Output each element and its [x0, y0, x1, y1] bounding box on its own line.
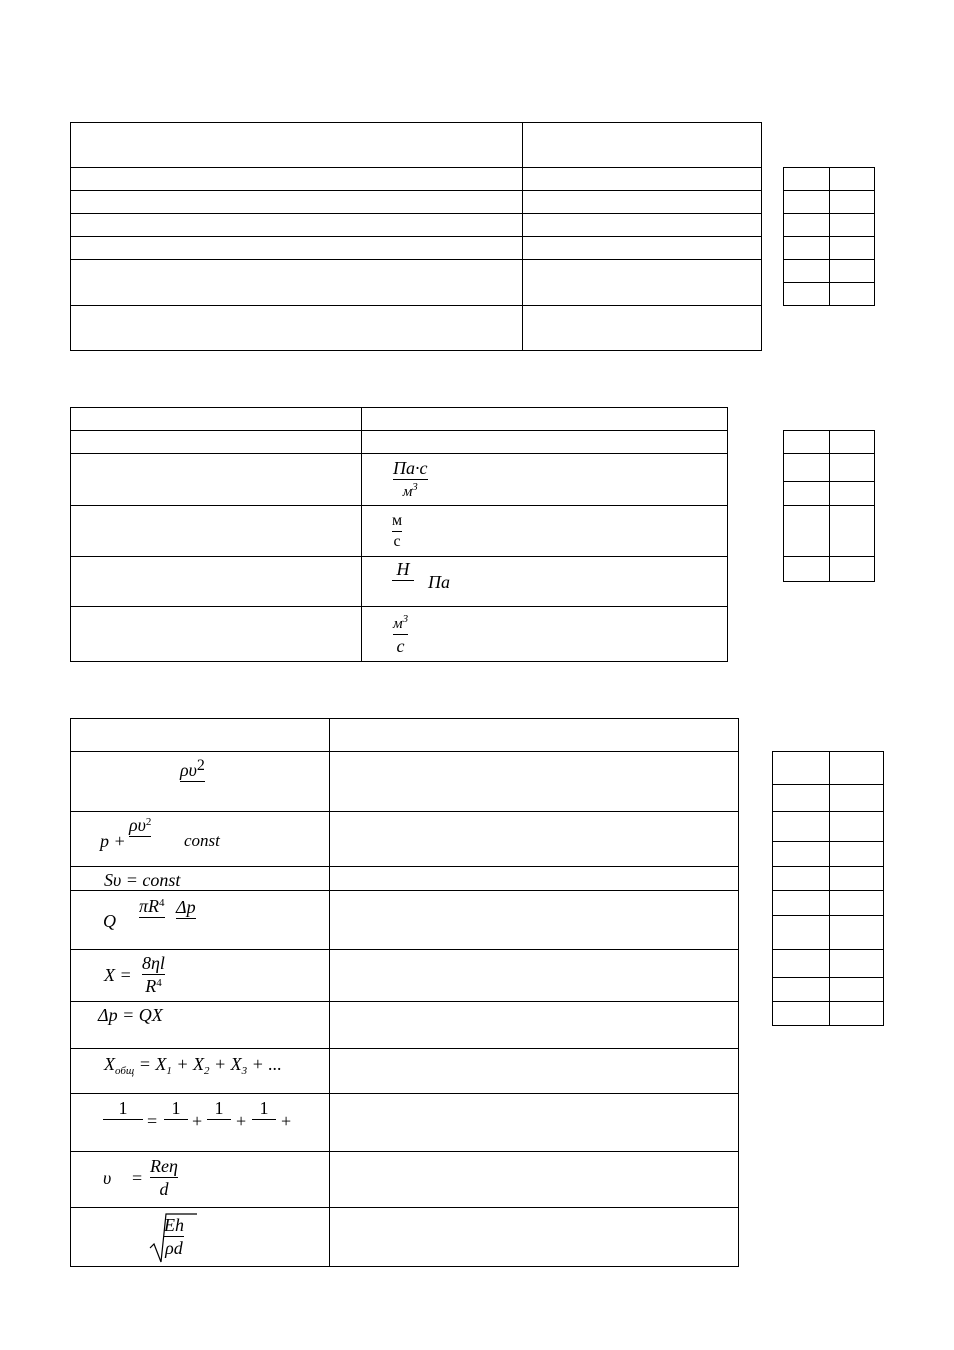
- formula-numerator: 1: [171, 1098, 181, 1118]
- formula-resistance-fraction: [142, 954, 165, 995]
- answer-grid-2-row-line: [783, 505, 875, 506]
- table-1-row-line: [70, 167, 762, 168]
- table-1-row-line: [70, 305, 762, 306]
- unit-denominator: с: [393, 533, 401, 550]
- formula-denominator: R: [145, 976, 157, 996]
- answer-grid-3: [772, 751, 884, 1026]
- unit-velocity: [392, 513, 402, 550]
- answer-grid-2-row-line: [783, 481, 875, 482]
- table-2-row-line: [70, 430, 728, 431]
- formula-term: = X: [138, 1054, 167, 1074]
- formula-subscript: 2: [204, 1065, 210, 1077]
- table-1-row-line: [70, 236, 762, 237]
- table-3-row-line: [70, 1207, 739, 1208]
- formula-wave-speed-fraction: [164, 1216, 184, 1257]
- table-2-row-line: [70, 556, 728, 557]
- formula-numerator: 8ηl: [142, 953, 165, 973]
- table-3-row-line: [70, 890, 739, 891]
- unit-numerator: м: [392, 512, 403, 529]
- table-3-row-line: [70, 1151, 739, 1152]
- table-3-row-line: [70, 1048, 739, 1049]
- formula-parallel-plus: +: [192, 1111, 203, 1131]
- answer-grid-3-row-line: [772, 915, 884, 916]
- formula-dynamic-pressure: [180, 758, 205, 802]
- answer-grid-3-row-line: [772, 1001, 884, 1002]
- formula-parallel-plus: +: [236, 1111, 247, 1131]
- formula-denominator: d: [159, 1179, 169, 1199]
- unit-pressure: Па: [428, 572, 450, 592]
- formula-critical-velocity-eq: =: [132, 1168, 143, 1188]
- answer-grid-1-row-line: [783, 282, 875, 283]
- formula-exponent: 2: [196, 757, 205, 774]
- formula-poiseuille-fraction-b: [176, 898, 196, 939]
- formula-term: + X: [171, 1054, 205, 1074]
- answer-grid-3-row-line: [772, 890, 884, 891]
- formula-exponent: 4: [159, 897, 165, 909]
- unit-numerator: Па·с: [393, 458, 428, 478]
- answer-grid-3-divider: [829, 751, 830, 1026]
- answer-grid-3-row-line: [772, 977, 884, 978]
- formula-term: X: [104, 1054, 115, 1074]
- answer-grid-2-row-line: [783, 453, 875, 454]
- table-3-row-line: [70, 811, 739, 812]
- answer-grid-1-row-line: [783, 190, 875, 191]
- answer-grid-3-row-line: [772, 784, 884, 785]
- formula-term: + X: [209, 1054, 242, 1074]
- formula-series-resistance: [104, 1055, 282, 1077]
- table-2-row-line: [70, 606, 728, 607]
- formula-subscript: общ: [115, 1065, 135, 1077]
- table-1-row-line: [70, 259, 762, 260]
- formula-parallel-term-1: [164, 1099, 188, 1140]
- formula-exponent: 2: [145, 816, 152, 828]
- table-3-row-line: [70, 866, 739, 867]
- table-1-row-line: [70, 190, 762, 191]
- table-2-row-line: [70, 505, 728, 506]
- formula-critical-velocity-fraction: [150, 1157, 178, 1198]
- formula-resistance-lhs: X =: [104, 965, 132, 985]
- unit-numerator: Н: [396, 559, 410, 579]
- answer-grid-2-row-line: [783, 556, 875, 557]
- answer-grid-1-row-line: [783, 213, 875, 214]
- unit-viscosity: [393, 459, 428, 500]
- unit-exponent: 3: [402, 613, 409, 625]
- formula-numerator: Eh: [164, 1215, 184, 1235]
- table-2-col-divider: [361, 407, 362, 662]
- formula-numerator: Reη: [150, 1156, 178, 1176]
- formula-numerator: πR: [139, 896, 160, 916]
- formula-poiseuille-fraction-a: [139, 897, 165, 938]
- formula-denominator: ρd: [165, 1238, 183, 1258]
- table-2-row-line: [70, 453, 728, 454]
- formula-numerator: Δp: [176, 897, 196, 917]
- formula-parallel-term-3: [252, 1099, 276, 1140]
- table-3-row-line: [70, 1001, 739, 1002]
- formula-bernoulli-const: const: [184, 831, 220, 850]
- formula-poiseuille-q: Q: [103, 911, 116, 931]
- table-3-row-line: [70, 1093, 739, 1094]
- formula-numerator: 1: [259, 1098, 269, 1118]
- formula-exponent: 4: [156, 977, 162, 989]
- answer-grid-3-row-line: [772, 841, 884, 842]
- table-3-row-line: [70, 751, 739, 752]
- formula-parallel-plus: +: [281, 1111, 292, 1131]
- answer-grid-3-row-line: [772, 949, 884, 950]
- table-1-row-line: [70, 213, 762, 214]
- formula-parallel-term-2: [207, 1099, 231, 1140]
- unit-denominator: с: [396, 636, 405, 656]
- table-3-row-line: [70, 949, 739, 950]
- formula-bernoulli-p: p +: [100, 831, 126, 851]
- formula-continuity: Sυ = const: [104, 870, 181, 890]
- answer-grid-1-row-line: [783, 236, 875, 237]
- formula-numerator: 1: [214, 1098, 224, 1118]
- formula-critical-velocity-lhs: υ: [103, 1168, 112, 1188]
- formula-parallel-eq: =: [147, 1111, 158, 1131]
- formula-subscript: 1: [166, 1065, 172, 1077]
- formula-numerator: ρυ: [129, 815, 146, 835]
- formula-numerator: 1: [118, 1098, 128, 1118]
- unit-denominator: м: [402, 484, 413, 500]
- table-3-col-divider: [329, 718, 330, 1267]
- answer-grid-3-row-line: [772, 811, 884, 812]
- unit-force: [392, 560, 414, 601]
- formula-numerator: ρυ: [180, 760, 197, 780]
- unit-flow-rate: [393, 614, 408, 655]
- unit-exponent: 3: [412, 481, 418, 493]
- formula-term: + ...: [247, 1054, 282, 1074]
- answer-grid-1-row-line: [783, 259, 875, 260]
- formula-parallel-lhs: [103, 1099, 143, 1140]
- answer-grid-3-row-line: [772, 866, 884, 867]
- formula-subscript: 3: [241, 1065, 248, 1077]
- formula-pressure-drop: Δp = QX: [98, 1005, 163, 1025]
- formula-bernoulli-fraction: [129, 816, 151, 857]
- unit-numerator: м: [393, 616, 403, 632]
